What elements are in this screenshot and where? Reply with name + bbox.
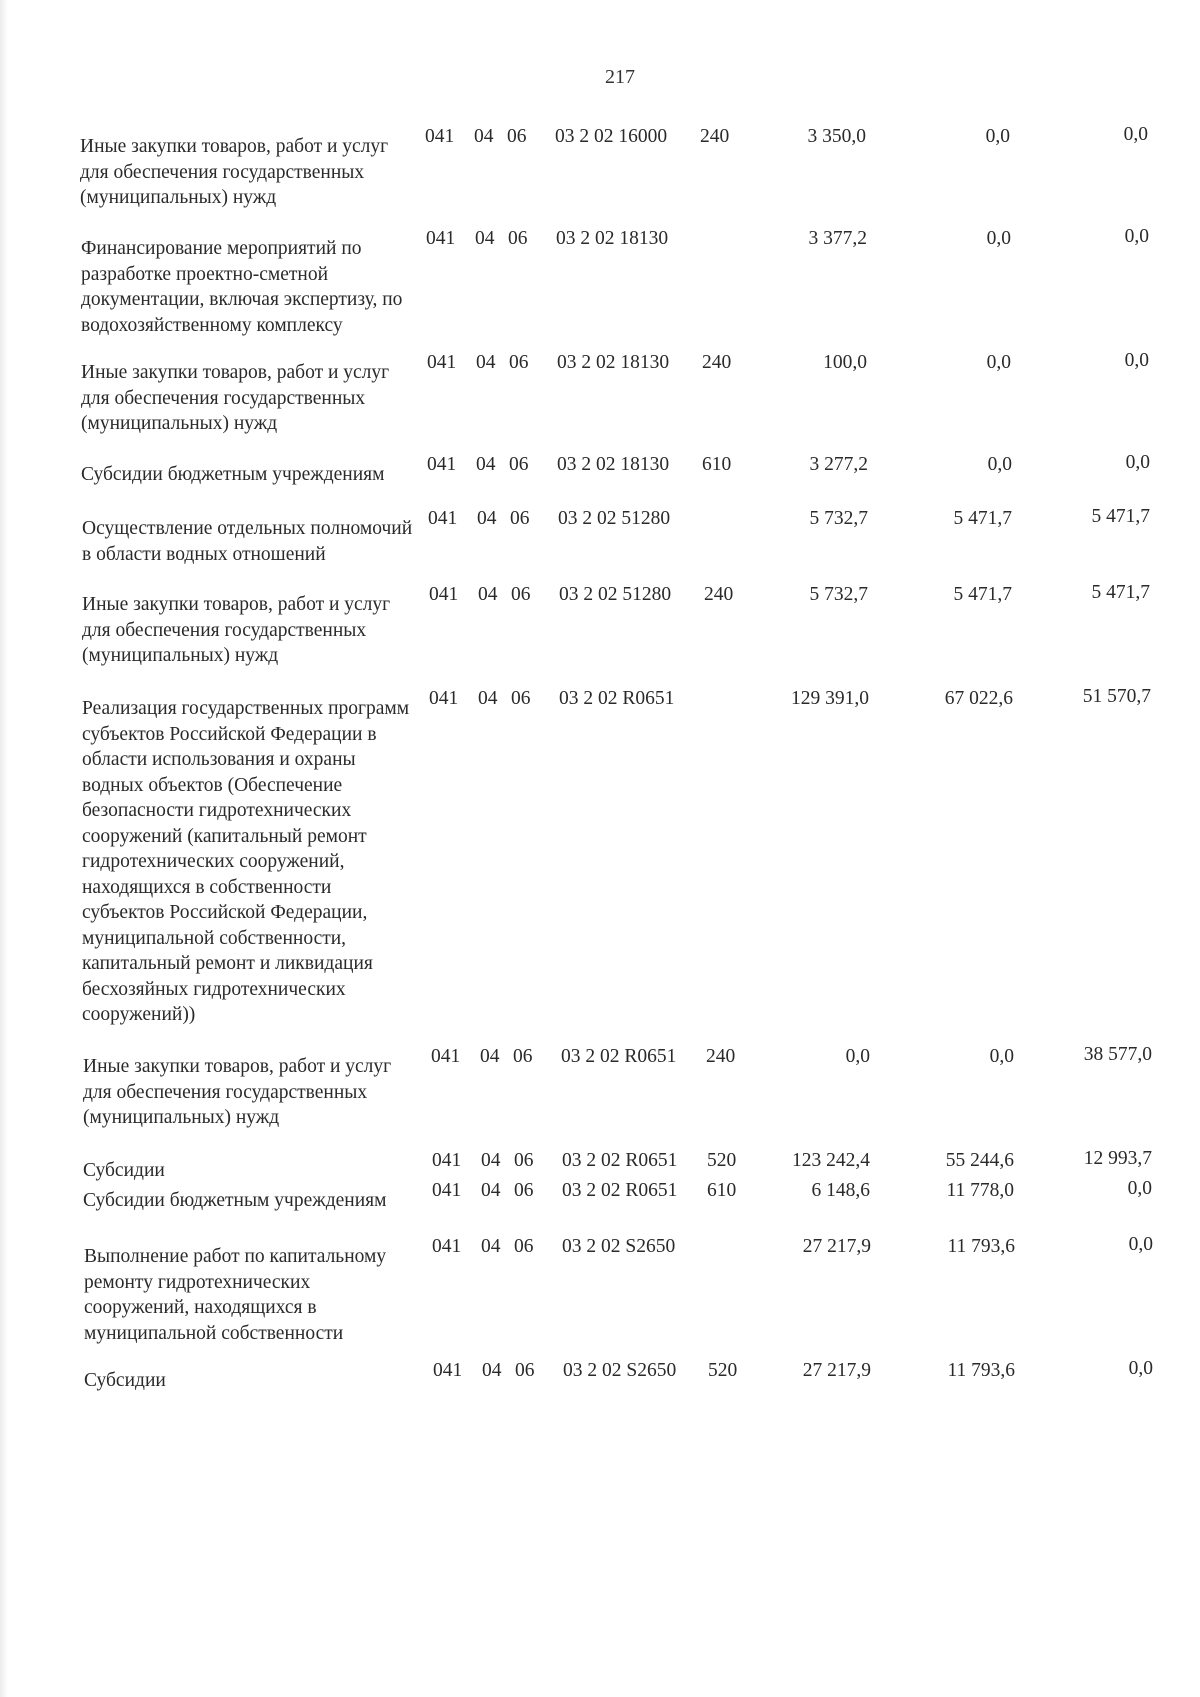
cell-ved: 041 [433,1360,463,1381]
cell-rz: 04 [481,1180,501,1201]
cell-csr: 03 2 02 R0651 [562,1180,678,1201]
cell-pr: 06 [507,126,527,147]
row-name: Субсидии бюджетным учреждениям [83,1190,387,1211]
cell-rz: 04 [481,1236,501,1257]
cell-ved: 041 [426,228,456,249]
cell-rz: 04 [475,228,495,249]
cell-sum-year3: 0,0 [1124,226,1149,247]
cell-pr: 06 [515,1360,535,1381]
cell-sum-year1: 6 148,6 [811,1180,870,1201]
cell-ved: 041 [429,688,459,709]
cell-sum-year1: 27 217,9 [802,1236,871,1257]
row-name: Иные закупки товаров, работ и услуг для обеспечения государственных (муниципальных) нужд [82,594,391,666]
cell-rz: 04 [474,126,494,147]
cell-sum-year1: 5 732,7 [809,508,868,529]
cell-vr: 520 [708,1360,738,1381]
cell-vr: 240 [704,584,734,605]
cell-sum-year2: 0,0 [986,228,1011,249]
cell-vr: 610 [702,454,732,475]
cell-sum-year1: 3 350,0 [807,126,866,147]
cell-csr: 03 2 02 S2650 [562,1236,676,1257]
cell-sum-year1: 129 391,0 [791,688,869,709]
cell-sum-year3: 0,0 [1125,452,1150,473]
cell-csr: 03 2 02 R0651 [562,1150,678,1171]
cell-csr: 03 2 02 16000 [555,126,668,147]
row-name: Иные закупки товаров, работ и услуг для обеспечения государственных (муниципальных) нужд [80,136,389,208]
row-name: Выполнение работ по капитальному ремонту гидротехнических сооружений, находящихся в муниципальной собственности [84,1246,387,1344]
cell-csr: 03 2 02 51280 [559,584,672,605]
cell-csr: 03 2 02 18130 [557,352,670,373]
cell-rz: 04 [480,1046,500,1067]
cell-sum-year1: 5 732,7 [809,584,868,605]
cell-ved: 041 [425,126,455,147]
cell-sum-year3: 38 577,0 [1083,1044,1152,1065]
cell-sum-year2: 55 244,6 [945,1150,1014,1171]
cell-csr: 03 2 02 18130 [556,228,669,249]
cell-vr: 520 [707,1150,737,1171]
cell-ved: 041 [428,508,458,529]
cell-sum-year1: 3 377,2 [808,228,867,249]
cell-sum-year3: 0,0 [1127,1178,1152,1199]
cell-sum-year2: 0,0 [989,1046,1014,1067]
cell-vr: 240 [706,1046,736,1067]
cell-csr: 03 2 02 S2650 [563,1360,677,1381]
cell-ved: 041 [429,584,459,605]
cell-sum-year1: 0,0 [845,1046,870,1067]
cell-pr: 06 [514,1236,534,1257]
cell-vr: 240 [700,126,730,147]
cell-sum-year2: 11 778,0 [946,1180,1014,1201]
cell-ved: 041 [427,454,457,475]
row-name: Иные закупки товаров, работ и услуг для обеспечения государственных (муниципальных) нужд [81,362,390,434]
cell-vr: 240 [702,352,732,373]
cell-sum-year3: 0,0 [1128,1358,1153,1379]
cell-sum-year2: 0,0 [985,126,1010,147]
cell-sum-year1: 27 217,9 [802,1360,871,1381]
cell-pr: 06 [511,688,531,709]
row-name: Финансирование мероприятий по разработке проектно-сметной документации, включая экспертизу, по водохозяйственному комплексу [81,238,403,336]
cell-sum-year1: 100,0 [823,352,867,373]
cell-csr: 03 2 02 R0651 [559,688,675,709]
cell-sum-year2: 0,0 [986,352,1011,373]
cell-sum-year3: 5 471,7 [1091,582,1150,603]
cell-ved: 041 [432,1150,462,1171]
cell-pr: 06 [508,228,528,249]
cell-sum-year2: 11 793,6 [947,1360,1015,1381]
cell-ved: 041 [431,1046,461,1067]
cell-sum-year3: 5 471,7 [1091,506,1150,527]
cell-sum-year2: 67 022,6 [944,688,1013,709]
cell-rz: 04 [478,584,498,605]
row-name: Субсидии бюджетным учреждениям [81,464,385,485]
cell-rz: 04 [478,688,498,709]
cell-rz: 04 [476,454,496,475]
cell-sum-year1: 3 277,2 [809,454,868,475]
cell-sum-year3: 12 993,7 [1083,1148,1152,1169]
cell-sum-year2: 5 471,7 [953,584,1012,605]
cell-sum-year2: 0,0 [987,454,1012,475]
cell-pr: 06 [509,352,529,373]
cell-pr: 06 [513,1046,533,1067]
cell-rz: 04 [482,1360,502,1381]
cell-vr: 610 [707,1180,737,1201]
cell-sum-year3: 0,0 [1124,350,1149,371]
cell-sum-year1: 123 242,4 [792,1150,870,1171]
cell-sum-year3: 0,0 [1123,124,1148,145]
cell-csr: 03 2 02 18130 [557,454,670,475]
row-name: Осуществление отдельных полномочий в области водных отношений [82,518,413,565]
cell-rz: 04 [476,352,496,373]
row-name: Субсидии [83,1160,165,1181]
cell-sum-year2: 5 471,7 [953,508,1012,529]
row-name: Реализация государственных программ субъектов Российской Федерации в области использования и охраны водных объектов (Обеспечение безопасности гидротехнических сооружений (капитальный ремонт гидротехнических сооружений, находящихся в собственности субъектов Российской Федерации, муниципальной собственности, капитальный ремонт и ликвидация бесхозяйных гидротехнических сооружений)) [82,698,410,1025]
cell-rz: 04 [477,508,497,529]
row-name: Субсидии [84,1370,166,1391]
cell-sum-year2: 11 793,6 [947,1236,1015,1257]
cell-pr: 06 [514,1150,534,1171]
cell-ved: 041 [432,1180,462,1201]
cell-ved: 041 [432,1236,462,1257]
cell-csr: 03 2 02 51280 [558,508,671,529]
row-name: Иные закупки товаров, работ и услуг для обеспечения государственных (муниципальных) нужд [83,1056,392,1128]
page-number: 217 [605,66,635,88]
cell-sum-year3: 51 570,7 [1082,686,1151,707]
cell-pr: 06 [509,454,529,475]
cell-ved: 041 [427,352,457,373]
cell-pr: 06 [510,508,530,529]
cell-pr: 06 [511,584,531,605]
cell-rz: 04 [481,1150,501,1171]
cell-sum-year3: 0,0 [1128,1234,1153,1255]
cell-csr: 03 2 02 R0651 [561,1046,677,1067]
cell-pr: 06 [514,1180,534,1201]
